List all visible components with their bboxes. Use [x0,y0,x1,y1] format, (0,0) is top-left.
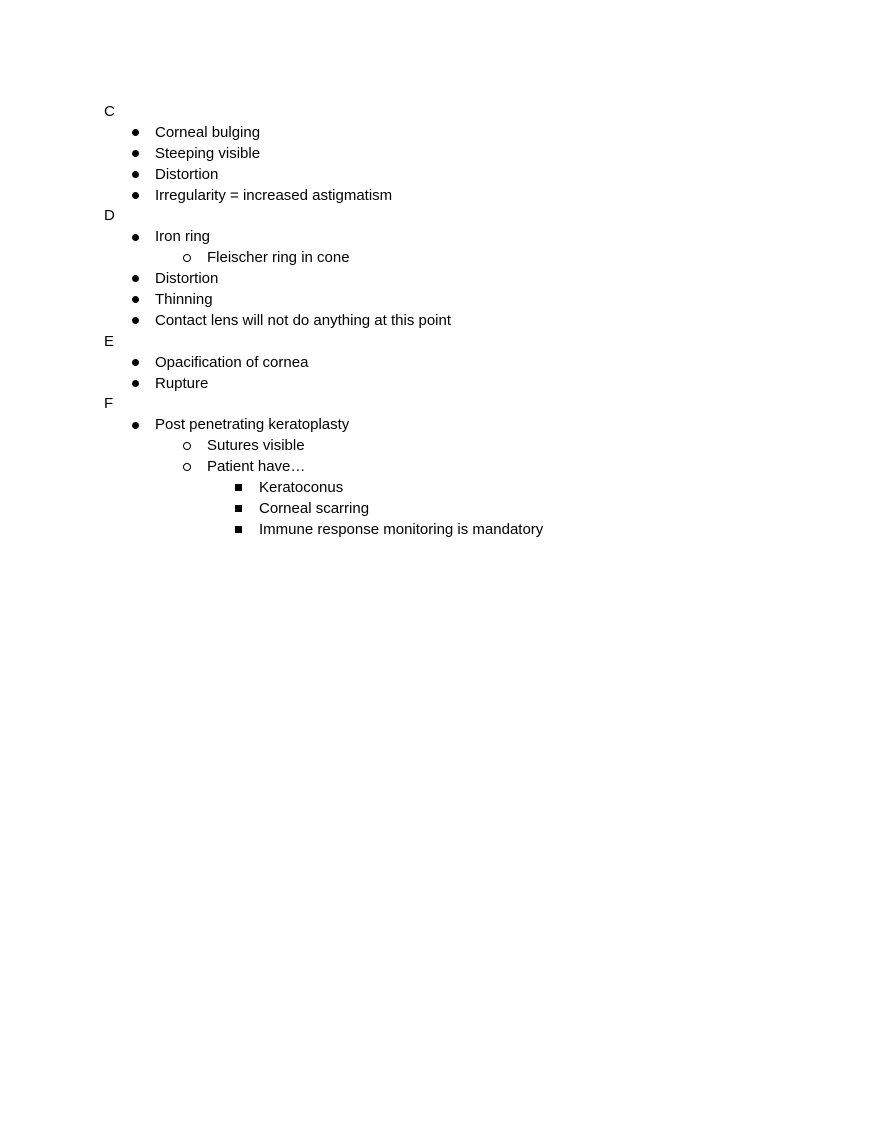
filled-square-bullet-icon [232,499,244,520]
hollow-circle-bullet-icon [181,457,193,478]
filled-circle-bullet-icon [129,415,141,436]
list-item: Thinning [104,290,804,311]
list-item-nested-deep: Keratoconus [104,478,804,499]
list-item-nested: Sutures visible [104,436,804,457]
filled-circle-bullet-icon [129,227,141,248]
filled-circle-bullet-icon [129,269,141,290]
filled-circle-bullet-icon [129,353,141,374]
list-item: Distortion [104,165,804,186]
list-item-nested-deep: Immune response monitoring is mandatory [104,520,804,541]
filled-circle-bullet-icon [129,123,141,144]
section-heading-d: D [104,207,115,225]
filled-circle-bullet-icon [129,290,141,311]
filled-square-bullet-icon [232,478,244,499]
list-item: Distortion [104,269,804,290]
filled-circle-bullet-icon [129,374,141,395]
list-item: Post penetrating keratoplasty [104,415,804,436]
list-item: Corneal bulging [104,123,804,144]
section-heading-e: E [104,332,115,350]
filled-square-bullet-icon [232,520,244,541]
list-item-nested: Patient have… [104,457,804,478]
section-heading-c: C [104,103,115,120]
filled-circle-bullet-icon [129,144,141,165]
list-item: Steeping visible [104,144,804,165]
hollow-circle-bullet-icon [181,436,193,457]
list-item: Contact lens will not do anything at this point [104,311,804,332]
outline-list [104,102,804,541]
list-item-nested: Fleischer ring in cone [104,248,804,269]
filled-circle-bullet-icon [129,311,141,332]
hollow-circle-bullet-icon [181,248,193,269]
list-item: Iron ring [104,227,804,248]
section-heading-f: F [104,395,114,413]
list-item-nested-deep: Corneal scarring [104,499,804,520]
filled-circle-bullet-icon [129,165,141,186]
list-item: Opacification of cornea [104,353,804,374]
list-item: Rupture [104,374,804,395]
list-item: Irregularity = increased astigmatism [104,186,804,207]
filled-circle-bullet-icon [129,186,141,207]
